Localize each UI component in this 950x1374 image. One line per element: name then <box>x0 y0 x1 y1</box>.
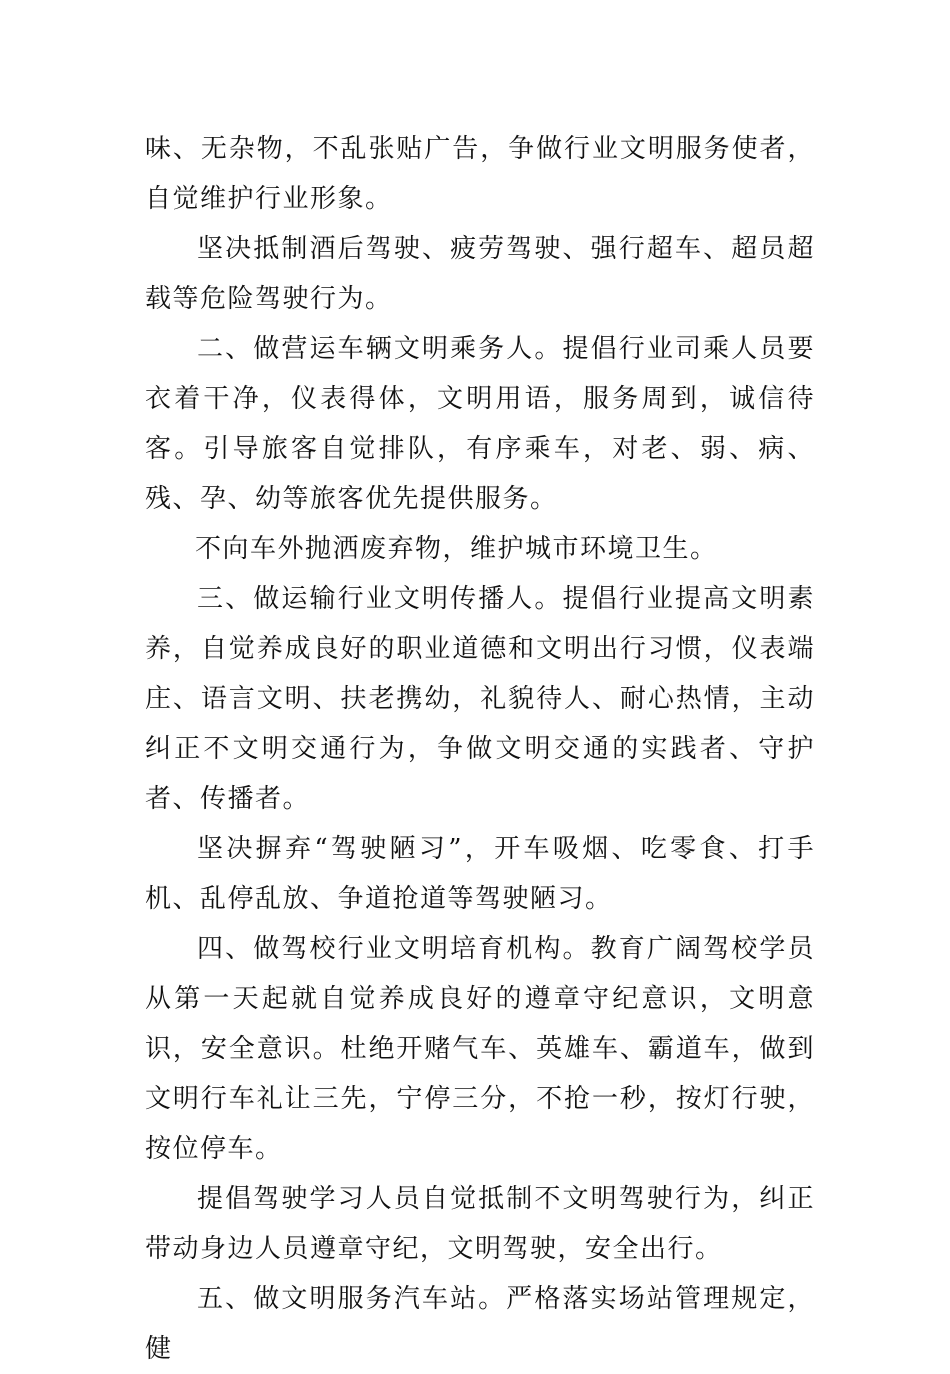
paragraph-4: 不向车外抛洒废弃物，维护城市环境卫生。 <box>195 534 718 564</box>
paragraph-6: 坚决摒弃“驾驶陋习”，开车吸烟、吃零食、打手机、乱停乱放、争道抢道等驾驶陋习。 <box>145 834 815 914</box>
paragraph-3: 二、做营运车辆文明乘务人。提倡行业司乘人员要衣着干净，仪表得体，文明用语，服务周到，诚信待客。引导旅客自觉排队，有序乘车，对老、弱、病、残、孕、幼等旅客优先提供服务。 <box>145 334 815 514</box>
paragraph-2: 坚决抵制酒后驾驶、疲劳驾驶、强行超车、超员超载等危险驾驶行为。 <box>145 234 815 314</box>
paragraph-5: 三、做运输行业文明传播人。提倡行业提高文明素养，自觉养成良好的职业道德和文明出行习惯，仪表端庄、语言文明、扶老携幼，礼貌待人、耐心热情，主动纠正不文明交通行为，争做文明交通的实践者、守护者、传播者。 <box>145 584 815 814</box>
paragraph-9: 五、做文明服务汽车站。严格落实场站管理规定，健 <box>145 1284 815 1364</box>
paragraph-8: 提倡驾驶学习人员自觉抵制不文明驾驶行为，纠正带动身边人员遵章守纪，文明驾驶，安全出行。 <box>145 1184 815 1264</box>
paragraph-1: 味、无杂物，不乱张贴广告，争做行业文明服务使者，自觉维护行业形象。 <box>145 134 815 214</box>
document-body <box>145 124 815 1374</box>
paragraph-7: 四、做驾校行业文明培育机构。教育广阔驾校学员从第一天起就自觉养成良好的遵章守纪意识，文明意识，安全意识。杜绝开赌气车、英雄车、霸道车，做到文明行车礼让三先，宁停三分，不抢一秒，按灯行驶，按位停车。 <box>145 934 815 1164</box>
